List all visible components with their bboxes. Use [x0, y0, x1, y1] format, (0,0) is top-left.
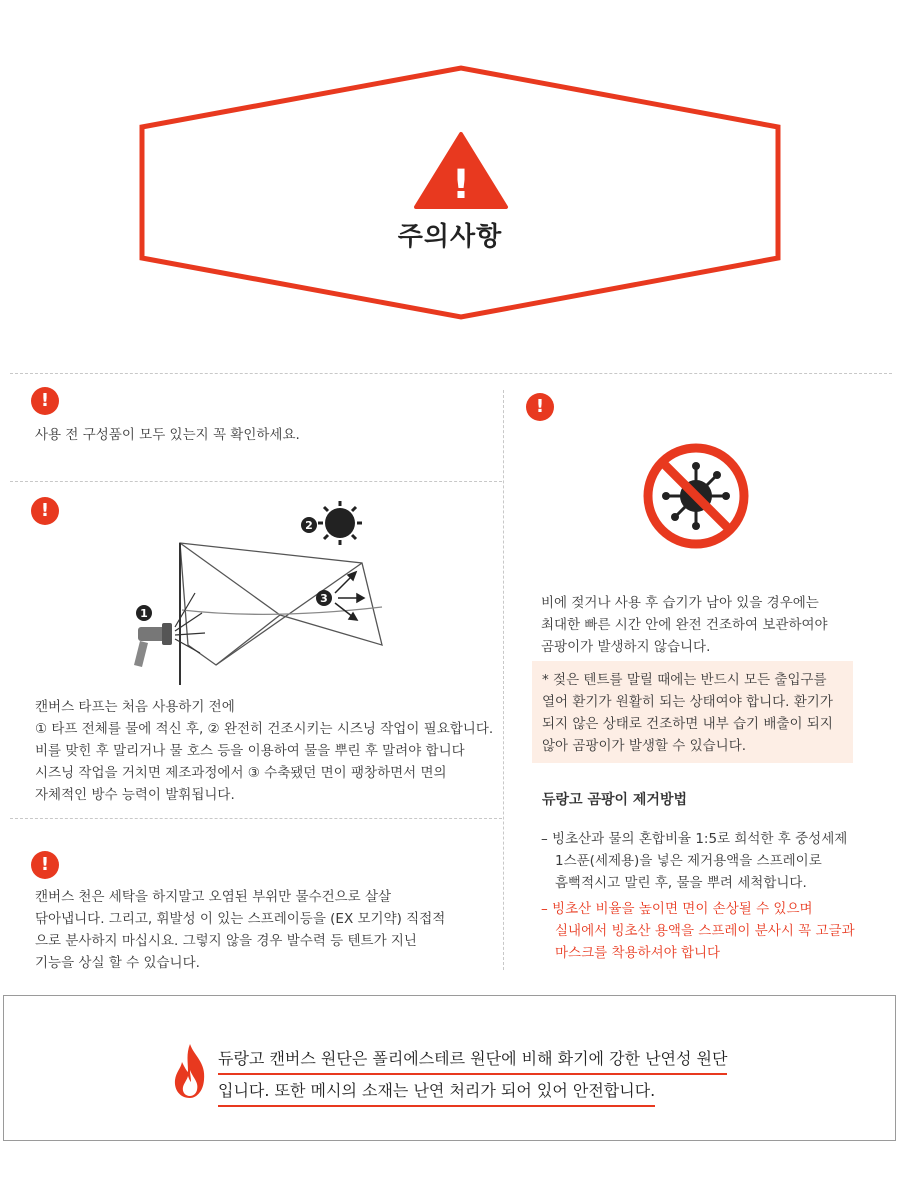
warning-line: – 빙초산 비율을 높이면 면이 손상될 수 있으며 [541, 901, 813, 917]
mold-removal-steps [541, 828, 847, 894]
divider-left-1 [10, 481, 502, 482]
section2-line: 자체적인 방수 능력이 발휘됩니다. [35, 787, 235, 803]
method-line: – 빙초산과 물의 혼합비율 1:5로 희석한 후 중성세제 [541, 831, 848, 847]
warning-mark: ! [451, 162, 471, 208]
alert-badge-icon: ! [31, 851, 59, 879]
method-line: 흠뻑적시고 말린 후, 물을 뿌려 세척합니다. [555, 875, 807, 891]
hose-sprayer-icon [134, 593, 205, 667]
step-2-label: 2 [305, 519, 313, 532]
divider-left-2 [10, 818, 502, 819]
section4-line: 곰팡이가 발생하지 않습니다. [541, 639, 711, 655]
sun-icon [318, 501, 362, 545]
section3-line: 닦아냅니다. 그리고, 휘발성 이 있는 스프레이등을 (EX 모기약) 직접적 [35, 911, 446, 927]
note-line: * 젖은 텐트를 말릴 때에는 반드시 모든 출입구를 [542, 672, 827, 688]
hexagon-frame [0, 0, 900, 340]
section4-line: 최대한 빠른 시간 안에 완전 건조하여 보관하여야 [541, 617, 828, 633]
fire-resistance-text [218, 1045, 727, 1109]
no-mold-icon [640, 440, 752, 552]
section1-text: 사용 전 구성품이 모두 있는지 꼭 확인하세요. [35, 427, 300, 443]
drying-note-text [542, 669, 833, 757]
section4-text [541, 592, 828, 658]
note-line: 되지 않은 상태로 건조하면 내부 습기 배출이 되지 [542, 716, 833, 732]
warning-line: 마스크를 착용하셔야 합니다 [555, 945, 721, 961]
section3-text [35, 886, 445, 974]
section2-line: 캔버스 타프는 처음 사용하기 전에 [35, 699, 235, 715]
section3-line: 으로 분사하지 마십시요. 그렇지 않을 경우 발수력 등 텐트가 지닌 [35, 933, 417, 949]
step-3-label: 3 [320, 592, 328, 605]
svg-text:1: 1 [140, 607, 148, 620]
drying-note-box [532, 661, 853, 763]
section2-line: 시즈닝 작업을 거치면 제조과정에서 ③ 수축됐던 면이 팽창하면서 면의 [35, 765, 447, 781]
alert-badge-icon: ! [526, 393, 554, 421]
seasoning-illustration [120, 495, 400, 695]
note-line: 열어 환기가 원활히 되는 상태여야 합니다. 환기가 [542, 694, 833, 710]
section4-line: 비에 젖거나 사용 후 습기가 남아 있을 경우에는 [541, 595, 819, 611]
method-line: 1스푼(세제용)을 넣은 제거용액을 스프레이로 [555, 853, 822, 869]
alert-badge-icon: ! [31, 387, 59, 415]
divider-top [10, 373, 892, 374]
footer-line: 입니다. 또한 메시의 소재는 난연 처리가 되어 있어 안전합니다. [218, 1077, 655, 1107]
footer-line: 듀랑고 캔버스 원단은 폴리에스테르 원단에 비해 화기에 강한 난연성 원단 [218, 1045, 727, 1075]
note-line: 않아 곰팡이가 발생할 수 있습니다. [542, 738, 747, 754]
alert-badge-icon: ! [31, 497, 59, 525]
mold-removal-heading: 듀랑고 곰팡이 제거방법 [542, 792, 687, 808]
section3-line: 기능을 상실 할 수 있습니다. [35, 955, 200, 971]
section2-text [35, 696, 493, 806]
flame-icon [172, 1042, 208, 1100]
page-title: 주의사항 [397, 222, 503, 252]
mold-removal-warning [541, 898, 855, 964]
divider-vertical [503, 390, 504, 970]
warning-banner [0, 0, 900, 340]
section2-line: ① 타프 전체를 물에 적신 후, ② 완전히 건조시키는 시즈닝 작업이 필요합니다. [35, 721, 494, 737]
warning-line: 실내에서 빙초산 용액을 스프레이 분사시 꼭 고글과 [555, 923, 855, 939]
section2-line: 비를 맞힌 후 말리거나 물 호스 등을 이용하여 물을 뿌린 후 말려야 합니다 [35, 743, 465, 759]
section3-line: 캔버스 천은 세탁을 하지말고 오염된 부위만 물수건으로 살살 [35, 889, 392, 905]
